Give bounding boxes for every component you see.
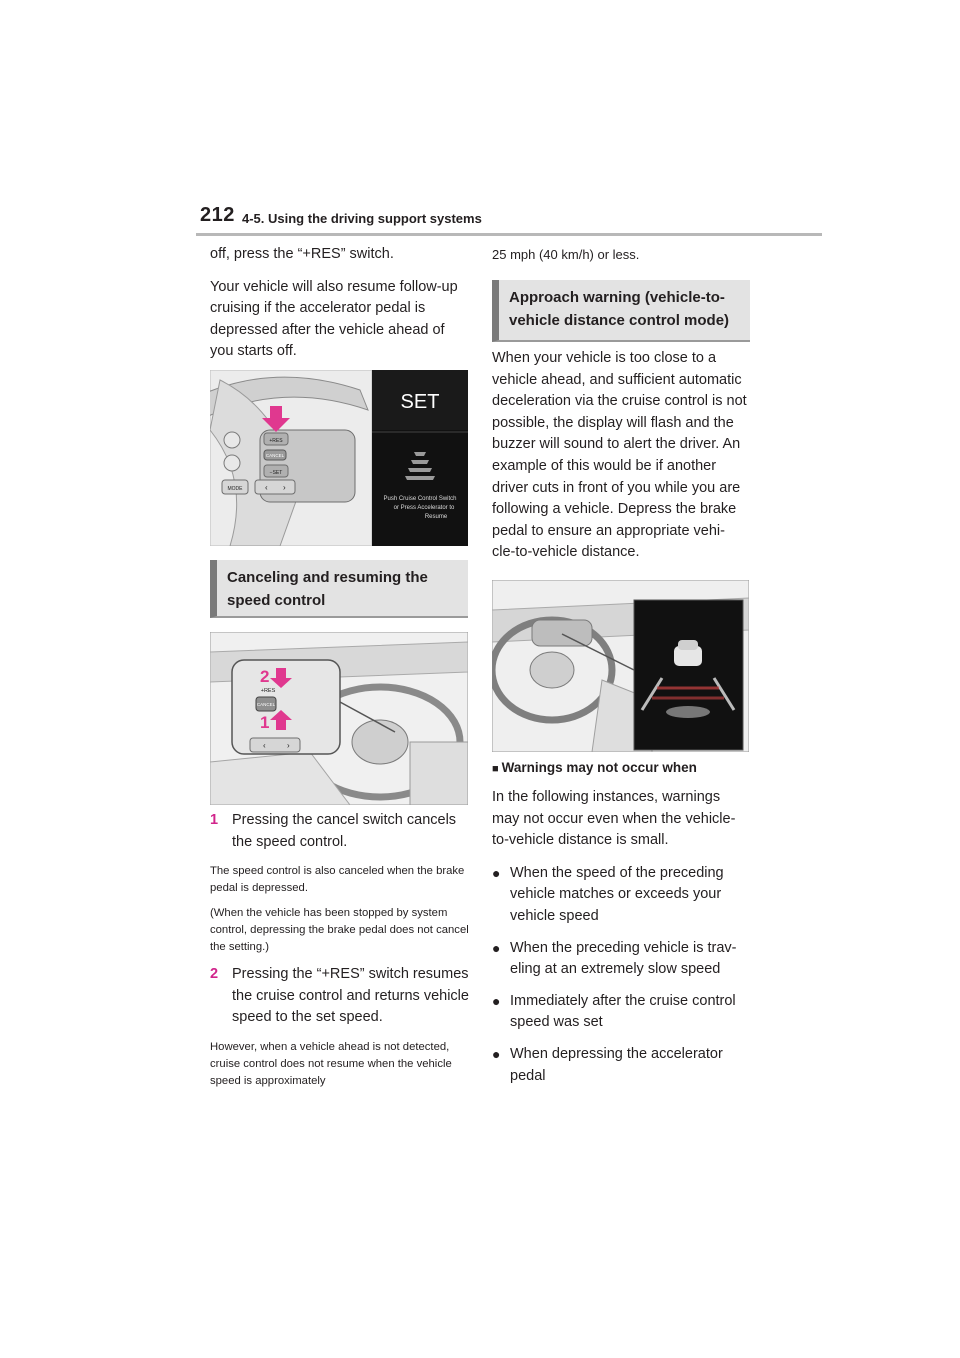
set-display-text: SET [400, 391, 440, 413]
bullet-item [492, 938, 748, 981]
bullet-text: When the speed of the preceding vehicle matches or exceeds your vehicle speed [510, 864, 724, 924]
bullet-dot-icon: ● [492, 992, 501, 1009]
mode-label: MODE [227, 486, 243, 492]
svg-text:‹: ‹ [263, 741, 266, 750]
continuation-text: 25 mph (40 km/h) or less. [492, 247, 640, 262]
svg-text:›: › [283, 483, 286, 492]
bullet-dot-icon: ● [492, 1045, 501, 1062]
page-number: 212 [200, 204, 235, 226]
inset-cancel-label: CANCEL [256, 702, 276, 707]
figure-steering-switch-set [210, 370, 468, 546]
figure-cancel-resume-switch [210, 632, 468, 805]
display-caption-line-1: Push Cruise Control Switch [383, 496, 457, 502]
dashboard-illustration [210, 632, 468, 805]
right-column-top [492, 244, 750, 277]
svg-text:‹: ‹ [265, 483, 268, 492]
step-text: Pressing the “+RES” switch resumes the cruise control and returns vehicle speed to the set speed. [232, 966, 469, 1026]
bullet-text: Immediately after the cruise control speed was set [510, 992, 736, 1031]
step-2 [210, 964, 470, 1029]
figure-approach-warning [492, 580, 749, 752]
set-label: −SET [269, 470, 283, 476]
bullet-item [492, 863, 748, 928]
bullet-text: When the preceding vehicle is trav-eling at an extremely slow speed [510, 939, 737, 978]
bullet-dot-icon: ● [492, 939, 501, 956]
intro-paragraph-2: Your vehicle will also resume follow-up cruising if the accelerator pedal is depressed after the vehicle ahead of you starts off. [210, 278, 458, 360]
cockpit-illustration [492, 580, 749, 752]
step-number: 2 [210, 966, 219, 983]
step-1-note-1: The speed control is also canceled when the brake pedal is depressed. [210, 865, 465, 895]
heading-canceling-resuming: Canceling and resuming the speed control [210, 560, 468, 618]
step-1 [210, 810, 470, 853]
cancel-label: CANCEL [265, 453, 285, 458]
bullet-item [492, 991, 748, 1034]
display-caption-line-2: or Press Accelerator to [393, 505, 455, 511]
warnings-subheading-text: Warnings may not occur when [501, 760, 697, 775]
callout-2: 2 [260, 667, 270, 686]
callout-1: 1 [260, 713, 270, 732]
inset-res-label: +RES [260, 688, 276, 694]
intro-paragraph-1: off, press the “+RES” switch. [210, 246, 394, 262]
warnings-section [492, 758, 748, 1097]
approach-warning-body [492, 348, 748, 575]
warnings-intro: In the following instances, warnings may not occur even when the vehicle-to-vehicle distance is small. [492, 789, 736, 849]
steps-list [210, 810, 470, 1098]
step-2-note-1: However, when a vehicle ahead is not detected, cruise control does not resume when the vehicle speed is approximately [210, 1040, 452, 1087]
left-column [210, 244, 472, 374]
res-label: +RES [269, 438, 283, 444]
bullet-dot-icon: ● [492, 864, 501, 881]
approach-warning-paragraph: When your vehicle is too close to a vehicle ahead, and sufficient automatic deceleration via the cruise control is not possible, the display will flash and the buzzer will sound to alert the driver. An example of this would be if another driver cuts in front of you while you are following a vehicle. Depress the brake pedal to ensure an appropriate vehi-cle-to-vehicle distance. [492, 350, 747, 561]
steering-switch-illustration [210, 370, 468, 546]
step-1-note-2: (When the vehicle has been stopped by system control, depressing the brake pedal does not cancel the setting.) [210, 907, 469, 954]
heading-approach-warning: Approach warning (vehicle-to-vehicle distance control mode) [492, 280, 750, 342]
square-bullet-icon: ■ [492, 763, 499, 775]
step-number: 1 [210, 812, 219, 828]
car-ahead-icon [674, 640, 702, 666]
svg-text:›: › [287, 741, 290, 750]
display-caption-line-3: Resume [424, 514, 448, 520]
bullet-item [492, 1044, 748, 1087]
bullet-text: When depressing the accelerator pedal [510, 1045, 723, 1084]
section-title: 4-5. Using the driving support systems [242, 211, 482, 226]
warnings-subheading [492, 758, 748, 779]
step-text: Pressing the cancel switch cancels the speed control. [232, 812, 457, 850]
header-divider [196, 233, 822, 236]
